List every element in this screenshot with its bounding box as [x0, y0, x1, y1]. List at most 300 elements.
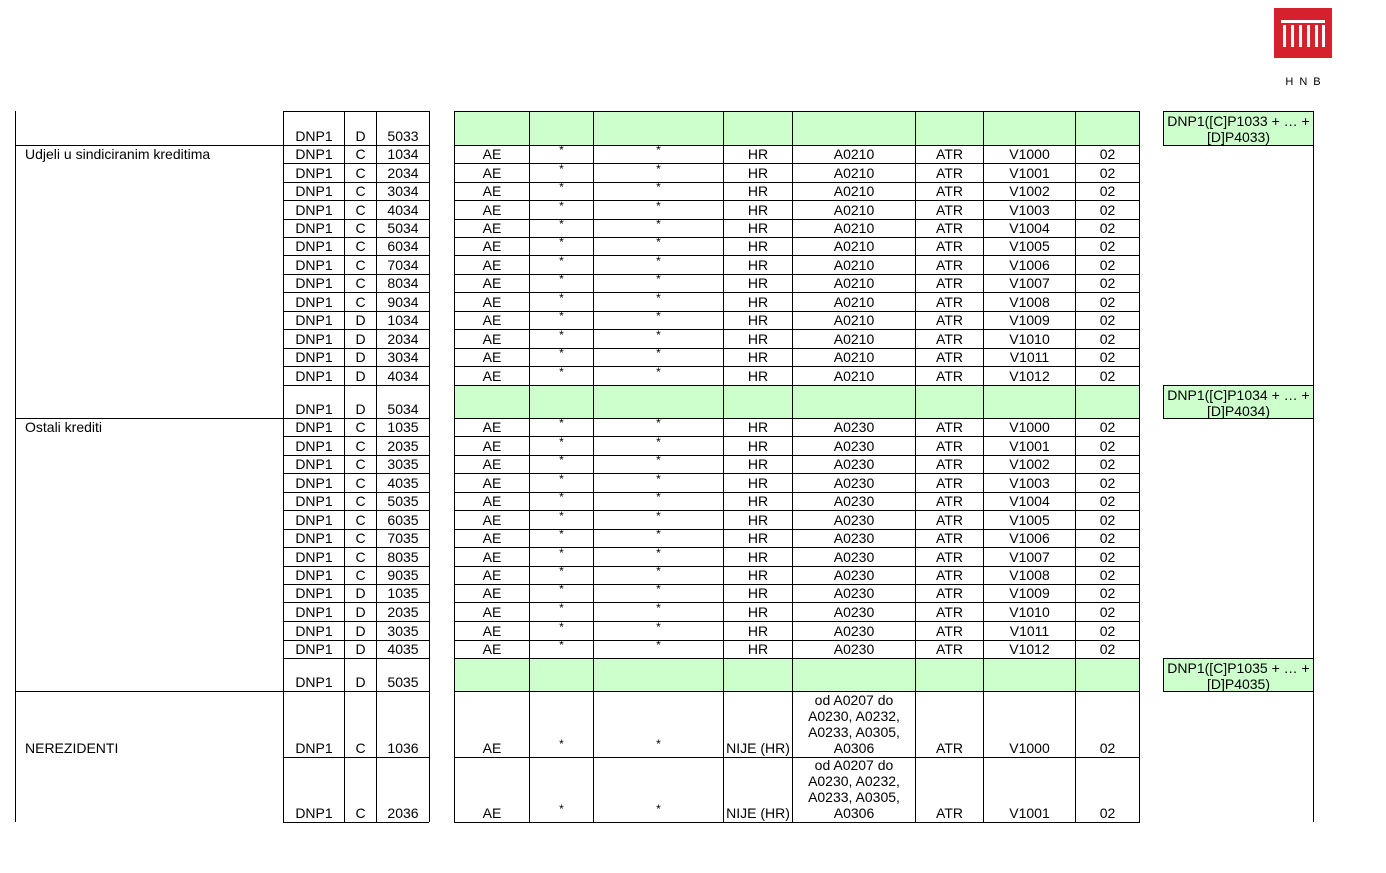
cell-v: V1007	[983, 274, 1075, 292]
cell-a: A0230	[792, 529, 915, 547]
cell-ae: AE	[454, 311, 529, 329]
cell-type: C	[344, 757, 376, 822]
cell-a: A0230	[792, 602, 915, 621]
cell-star: *	[559, 311, 564, 323]
cell-country: HR	[723, 366, 792, 385]
cell-code: DNP1	[283, 274, 344, 292]
cell-country: HR	[723, 182, 792, 200]
cell-a: od A0207 do A0230, A0232, A0233, A0305, A0306	[792, 691, 915, 757]
cell-ae: AE	[454, 348, 529, 366]
cell-n: 02	[1075, 329, 1139, 348]
cell-n: 02	[1075, 182, 1139, 200]
cell-v: V1000	[983, 145, 1075, 163]
cell-type: C	[344, 529, 376, 547]
cell-n: 02	[1075, 529, 1139, 547]
cell-country: HR	[723, 255, 792, 274]
cell-type: D	[344, 111, 376, 145]
section-label: Udjeli u sindiciranim kreditima	[25, 146, 211, 162]
cell-code: DNP1	[283, 436, 344, 455]
cell-code: DNP1	[283, 455, 344, 473]
cell-s1	[529, 584, 593, 602]
cell-v: V1001	[983, 163, 1075, 182]
table-edge	[1139, 111, 1140, 822]
cell-star: *	[656, 255, 661, 268]
cell-star: *	[559, 510, 564, 523]
cell-ae: AE	[454, 529, 529, 547]
cell-star: *	[656, 510, 661, 523]
cell-country: HR	[723, 584, 792, 602]
cell-atr	[915, 385, 983, 418]
cell-a	[792, 658, 915, 691]
cell-s2	[593, 182, 723, 200]
cell-s2	[593, 640, 723, 658]
cell-num: 5035	[376, 658, 429, 691]
cell-s2	[593, 311, 723, 329]
cell-s1	[529, 329, 593, 348]
cell-s1	[529, 111, 593, 145]
cell-v: V1011	[983, 348, 1075, 366]
cell-type: C	[344, 274, 376, 292]
cell-atr: ATR	[915, 584, 983, 602]
cell-ae: AE	[454, 200, 529, 219]
cell-num: 4035	[376, 640, 429, 658]
table-bottom-edge	[283, 822, 429, 823]
cell-star: *	[559, 584, 564, 596]
cell-country: HR	[723, 436, 792, 455]
cell-country: HR	[723, 621, 792, 640]
cell-atr: ATR	[915, 366, 983, 385]
cell-star: *	[559, 737, 564, 751]
cell-code: DNP1	[283, 529, 344, 547]
cell-type: C	[344, 200, 376, 219]
cell-atr: ATR	[915, 163, 983, 182]
cell-star: *	[656, 418, 661, 430]
cell-v: V1004	[983, 492, 1075, 510]
cell-type: C	[344, 219, 376, 237]
cell-star: *	[656, 219, 661, 231]
cell-atr: ATR	[915, 219, 983, 237]
cell-type: C	[344, 691, 376, 757]
cell-n: 02	[1075, 547, 1139, 566]
cell-v	[983, 385, 1075, 418]
cell-type: D	[344, 366, 376, 385]
cell-star: *	[656, 163, 661, 176]
cell-s2	[593, 602, 723, 621]
cell-s2	[593, 510, 723, 529]
cell-v: V1001	[983, 436, 1075, 455]
cell-s2	[593, 455, 723, 473]
cell-v: V1010	[983, 329, 1075, 348]
cell-type: D	[344, 658, 376, 691]
cell-s2	[593, 566, 723, 584]
cell-star: *	[656, 182, 661, 194]
cell-atr: ATR	[915, 602, 983, 621]
cell-star: *	[559, 145, 564, 157]
cell-n: 02	[1075, 455, 1139, 473]
cell-star: *	[559, 492, 564, 504]
cell-v: V1007	[983, 547, 1075, 566]
cell-star: *	[559, 292, 564, 305]
cell-code: DNP1	[283, 182, 344, 200]
cell-type: C	[344, 492, 376, 510]
cell-n	[1075, 111, 1139, 145]
cell-s2	[593, 473, 723, 492]
cell-star: *	[559, 436, 564, 449]
control-formula-box: DNP1([C]P1034 + … + [D]P4034)	[1163, 385, 1314, 419]
cell-n: 02	[1075, 757, 1139, 822]
cell-atr	[915, 658, 983, 691]
control-formula-box: DNP1([C]P1033 + … + [D]P4033)	[1163, 111, 1314, 146]
cell-a	[792, 385, 915, 418]
cell-n	[1075, 385, 1139, 418]
check-column-edge	[1313, 111, 1314, 822]
cell-s1	[529, 163, 593, 182]
cell-ae: AE	[454, 329, 529, 348]
cell-a: A0210	[792, 237, 915, 255]
cell-n	[1075, 658, 1139, 691]
cell-code: DNP1	[283, 691, 344, 757]
cell-code: DNP1	[283, 237, 344, 255]
cell-s1	[529, 529, 593, 547]
cell-ae: AE	[454, 455, 529, 473]
cell-s2	[593, 385, 723, 418]
cell-star: *	[656, 145, 661, 157]
cell-s1	[529, 145, 593, 163]
cell-a: A0230	[792, 584, 915, 602]
section-divider	[15, 691, 283, 692]
cell-a: A0210	[792, 145, 915, 163]
cell-s1	[529, 492, 593, 510]
cell-a: A0210	[792, 366, 915, 385]
cell-a: A0230	[792, 418, 915, 436]
cell-type: D	[344, 348, 376, 366]
cell-star: *	[656, 802, 661, 816]
cell-num: 1036	[376, 691, 429, 757]
table-bottom-edge	[454, 822, 1140, 823]
cell-star: *	[559, 237, 564, 249]
cell-star: *	[559, 621, 564, 634]
cell-n: 02	[1075, 418, 1139, 436]
cell-country: HR	[723, 311, 792, 329]
cell-atr: ATR	[915, 547, 983, 566]
cell-v	[983, 111, 1075, 145]
cell-s2	[593, 163, 723, 182]
cell-country: NIJE (HR)	[723, 757, 792, 822]
cell-s2	[593, 584, 723, 602]
cell-atr: ATR	[915, 510, 983, 529]
cell-a: A0210	[792, 329, 915, 348]
cell-star: *	[559, 602, 564, 615]
cell-s2	[593, 547, 723, 566]
cell-atr: ATR	[915, 311, 983, 329]
cell-s2	[593, 529, 723, 547]
cell-atr: ATR	[915, 418, 983, 436]
cell-code: DNP1	[283, 510, 344, 529]
cell-n: 02	[1075, 200, 1139, 219]
cell-a: A0230	[792, 436, 915, 455]
cell-ae: AE	[454, 219, 529, 237]
cell-code: DNP1	[283, 163, 344, 182]
cell-a: A0230	[792, 547, 915, 566]
cell-country	[723, 111, 792, 145]
cell-num: 3035	[376, 455, 429, 473]
cell-type: C	[344, 145, 376, 163]
cell-type: C	[344, 455, 376, 473]
cell-a: A0230	[792, 566, 915, 584]
cell-num: 5034	[376, 385, 429, 418]
cell-n: 02	[1075, 145, 1139, 163]
cell-s1	[529, 418, 593, 436]
cell-star: *	[559, 802, 564, 816]
cell-s2	[593, 436, 723, 455]
cell-star: *	[656, 348, 661, 360]
cell-s2	[593, 292, 723, 311]
cell-star: *	[656, 621, 661, 634]
cell-n: 02	[1075, 566, 1139, 584]
cell-star: *	[656, 311, 661, 323]
cell-type: C	[344, 237, 376, 255]
cell-ae	[454, 658, 529, 691]
cell-s1	[529, 757, 593, 822]
cell-s1	[529, 658, 593, 691]
cell-num: 3034	[376, 182, 429, 200]
cell-type: C	[344, 436, 376, 455]
cell-code: DNP1	[283, 658, 344, 691]
cell-s2	[593, 219, 723, 237]
cell-country: HR	[723, 348, 792, 366]
cell-type: C	[344, 473, 376, 492]
cell-num: 2035	[376, 602, 429, 621]
description-column-edge	[283, 111, 284, 822]
cell-code: DNP1	[283, 111, 344, 145]
cell-star: *	[559, 274, 564, 286]
cell-code: DNP1	[283, 366, 344, 385]
cell-s2	[593, 418, 723, 436]
cell-ae: AE	[454, 145, 529, 163]
cell-v: V1008	[983, 566, 1075, 584]
cell-n: 02	[1075, 584, 1139, 602]
cell-num: 1035	[376, 418, 429, 436]
cell-s1	[529, 292, 593, 311]
cell-v: V1000	[983, 418, 1075, 436]
cell-num: 2036	[376, 757, 429, 822]
cell-s2	[593, 621, 723, 640]
cell-atr: ATR	[915, 455, 983, 473]
cell-ae	[454, 385, 529, 418]
cell-country: HR	[723, 473, 792, 492]
cell-v: V1005	[983, 237, 1075, 255]
cell-n: 02	[1075, 436, 1139, 455]
cell-v: V1009	[983, 584, 1075, 602]
cell-country: HR	[723, 529, 792, 547]
cell-star: *	[656, 455, 661, 467]
cell-atr: ATR	[915, 329, 983, 348]
cell-a: A0210	[792, 274, 915, 292]
cell-s2	[593, 492, 723, 510]
cell-s2	[593, 237, 723, 255]
cell-code: DNP1	[283, 329, 344, 348]
cell-num: 9034	[376, 292, 429, 311]
cell-num: 4034	[376, 366, 429, 385]
cell-s1	[529, 566, 593, 584]
cell-atr: ATR	[915, 640, 983, 658]
cell-ae: AE	[454, 757, 529, 822]
cell-star: *	[559, 200, 564, 213]
cell-atr: ATR	[915, 145, 983, 163]
cell-type: C	[344, 547, 376, 566]
section-label: Ostali krediti	[25, 419, 103, 435]
cell-country	[723, 385, 792, 418]
cell-star: *	[559, 348, 564, 360]
cell-n: 02	[1075, 621, 1139, 640]
cell-s1	[529, 255, 593, 274]
cell-atr: ATR	[915, 348, 983, 366]
cell-v	[983, 658, 1075, 691]
cell-type: D	[344, 385, 376, 418]
cell-type: D	[344, 621, 376, 640]
cell-country: HR	[723, 274, 792, 292]
cell-atr: ATR	[915, 182, 983, 200]
cell-code: DNP1	[283, 640, 344, 658]
cell-s2	[593, 691, 723, 757]
cell-a: A0230	[792, 621, 915, 640]
cell-s1	[529, 510, 593, 529]
cell-star: *	[656, 492, 661, 504]
cell-atr: ATR	[915, 492, 983, 510]
cell-ae: AE	[454, 510, 529, 529]
cell-s1	[529, 602, 593, 621]
cell-n: 02	[1075, 492, 1139, 510]
cell-atr	[915, 111, 983, 145]
cell-num: 2035	[376, 436, 429, 455]
cell-atr: ATR	[915, 529, 983, 547]
cell-num: 1034	[376, 145, 429, 163]
cell-code: DNP1	[283, 255, 344, 274]
cell-type: D	[344, 311, 376, 329]
cell-ae: AE	[454, 292, 529, 311]
cell-atr: ATR	[915, 691, 983, 757]
cell-n: 02	[1075, 366, 1139, 385]
cell-code: DNP1	[283, 492, 344, 510]
cell-num: 5034	[376, 219, 429, 237]
cell-num: 2034	[376, 329, 429, 348]
cell-ae: AE	[454, 584, 529, 602]
cell-num: 5035	[376, 492, 429, 510]
cell-code: DNP1	[283, 200, 344, 219]
cell-star: *	[559, 163, 564, 176]
cell-n: 02	[1075, 640, 1139, 658]
cell-num: 4034	[376, 200, 429, 219]
cell-ae: AE	[454, 547, 529, 566]
cell-atr: ATR	[915, 237, 983, 255]
cell-code: DNP1	[283, 311, 344, 329]
cell-code: DNP1	[283, 418, 344, 436]
cell-country: HR	[723, 163, 792, 182]
cell-n: 02	[1075, 237, 1139, 255]
cell-code: DNP1	[283, 348, 344, 366]
cell-code: DNP1	[283, 621, 344, 640]
cell-star: *	[656, 436, 661, 449]
cell-s1	[529, 182, 593, 200]
cell-country	[723, 658, 792, 691]
cell-star: *	[559, 182, 564, 194]
cell-n: 02	[1075, 274, 1139, 292]
cell-v: V1003	[983, 200, 1075, 219]
cell-code: DNP1	[283, 547, 344, 566]
cell-country: HR	[723, 602, 792, 621]
cell-num: 2034	[376, 163, 429, 182]
cell-v: V1004	[983, 219, 1075, 237]
cell-star: *	[656, 737, 661, 751]
cell-a: A0210	[792, 182, 915, 200]
cell-a: A0230	[792, 510, 915, 529]
cell-ae: AE	[454, 237, 529, 255]
cell-v: V1002	[983, 455, 1075, 473]
cell-country: HR	[723, 329, 792, 348]
cell-code: DNP1	[283, 473, 344, 492]
cell-num: 7035	[376, 529, 429, 547]
cell-v: V1003	[983, 473, 1075, 492]
cell-a: A0210	[792, 219, 915, 237]
cell-a: A0230	[792, 473, 915, 492]
cell-s2	[593, 255, 723, 274]
cell-star: *	[656, 366, 661, 379]
cell-code: DNP1	[283, 602, 344, 621]
cell-star: *	[656, 602, 661, 615]
cell-n: 02	[1075, 602, 1139, 621]
cell-type: D	[344, 584, 376, 602]
cell-code: DNP1	[283, 584, 344, 602]
cell-n: 02	[1075, 311, 1139, 329]
cell-star: *	[559, 547, 564, 560]
cell-country: HR	[723, 640, 792, 658]
cell-num: 6035	[376, 510, 429, 529]
control-formula-box: DNP1([C]P1035 + … + [D]P4035)	[1163, 658, 1314, 692]
cell-code: DNP1	[283, 757, 344, 822]
cell-num: 7034	[376, 255, 429, 274]
cell-type: C	[344, 255, 376, 274]
cell-star: *	[656, 329, 661, 342]
cell-v: V1011	[983, 621, 1075, 640]
cell-code: DNP1	[283, 292, 344, 311]
cell-s1	[529, 473, 593, 492]
cell-s2	[593, 274, 723, 292]
cell-num: 6034	[376, 237, 429, 255]
cell-v: V1005	[983, 510, 1075, 529]
cell-v: V1012	[983, 640, 1075, 658]
cell-star: *	[559, 640, 564, 652]
cell-a: A0230	[792, 640, 915, 658]
cell-star: *	[559, 255, 564, 268]
cell-ae: AE	[454, 255, 529, 274]
cell-a: A0210	[792, 200, 915, 219]
cell-num: 9035	[376, 566, 429, 584]
cell-num: 8034	[376, 274, 429, 292]
cell-type: C	[344, 510, 376, 529]
cell-country: HR	[723, 145, 792, 163]
cell-s1	[529, 547, 593, 566]
cell-s2	[593, 658, 723, 691]
cell-v: V1001	[983, 757, 1075, 822]
cell-country: HR	[723, 492, 792, 510]
cell-n: 02	[1075, 163, 1139, 182]
cell-ae: AE	[454, 418, 529, 436]
cell-ae: AE	[454, 366, 529, 385]
cell-star: *	[559, 219, 564, 231]
cell-country: NIJE (HR)	[723, 691, 792, 757]
cell-type: D	[344, 640, 376, 658]
cell-star: *	[656, 237, 661, 249]
